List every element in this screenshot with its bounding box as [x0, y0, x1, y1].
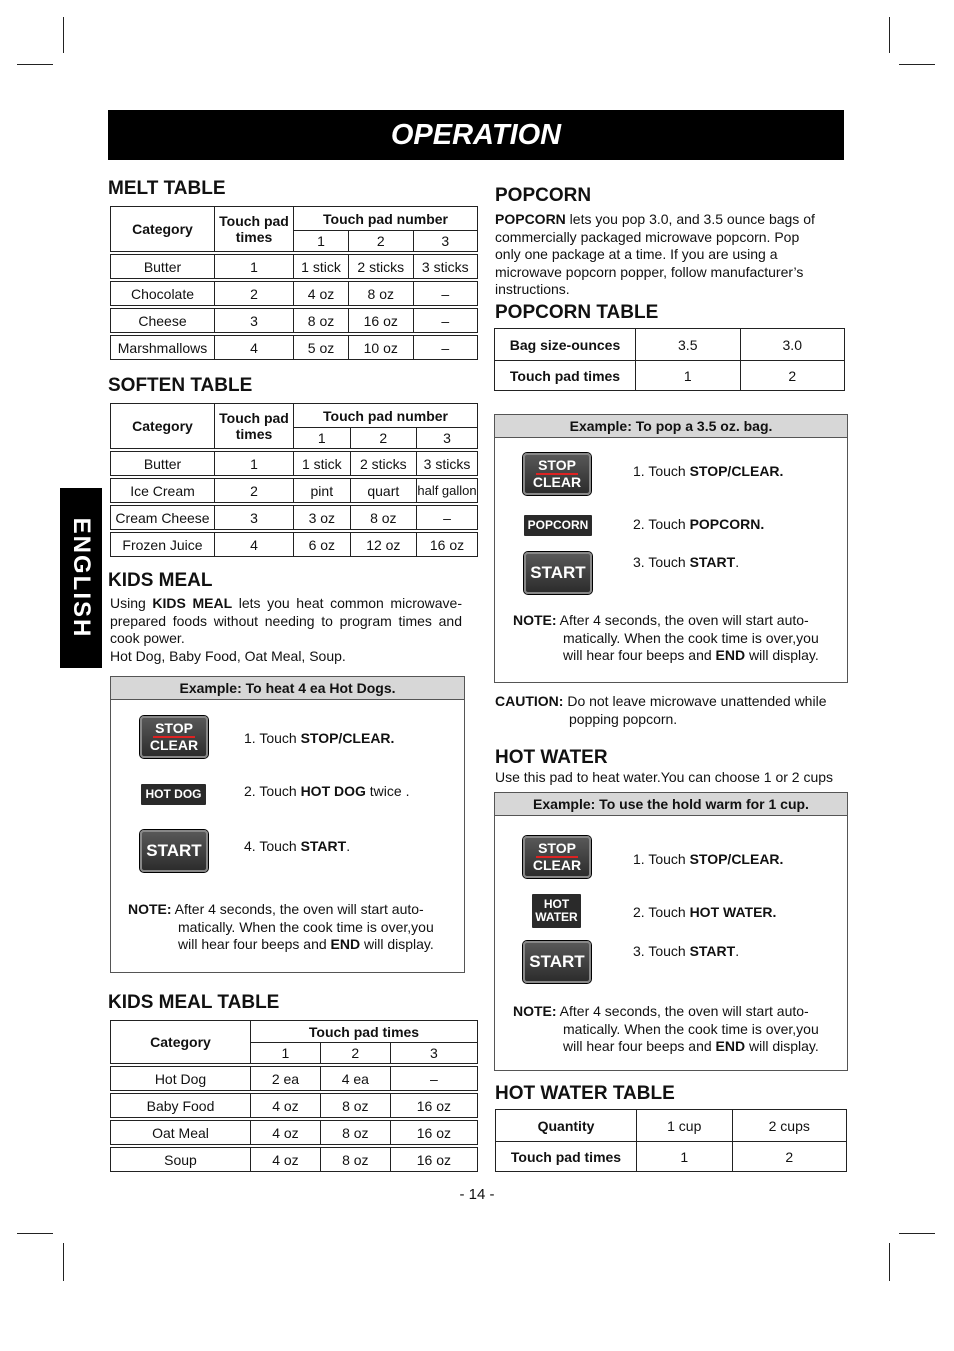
melt-val: – — [413, 282, 478, 306]
soften-val: pint — [294, 479, 351, 503]
soften-val: 6 oz — [294, 533, 351, 557]
kids-cat: Oat Meal — [111, 1121, 251, 1145]
kids-cat: Soup — [111, 1148, 251, 1172]
hot-water-button[interactable]: HOT WATER — [532, 894, 581, 928]
kids-meal-heading: KIDS MEAL — [108, 570, 213, 591]
start-button[interactable]: START — [140, 830, 208, 872]
kids-cat: Hot Dog — [111, 1067, 251, 1091]
kids-note: NOTE: After 4 seconds, the oven will start auto- matically. When the cook time is over,you will hear four beeps and END will display. — [128, 901, 434, 952]
hot-water-note: NOTE: After 4 seconds, the oven will start auto- matically. When the cook time is over,you will hear four beeps and END will display. — [513, 1003, 819, 1054]
melt-val: 3 sticks — [413, 255, 478, 279]
kids-meal-example — [110, 676, 465, 973]
melt-num: 1 — [294, 231, 349, 252]
soften-cat: Butter — [111, 452, 215, 476]
melt-cat: Butter — [111, 255, 215, 279]
melt-val: – — [413, 309, 478, 333]
hot-dog-button[interactable]: HOT DOG — [141, 784, 206, 805]
soften-table-heading: SOFTEN TABLE — [108, 375, 253, 396]
kids-meal-intro: Using KIDS MEAL lets you heat common microwave-prepared foods without needing to program times and cook power. — [110, 595, 462, 646]
table-row — [111, 255, 478, 279]
melt-times: 4 — [215, 336, 294, 360]
soften-val: 3 sticks — [417, 452, 478, 476]
melt-val: 5 oz — [294, 336, 349, 360]
hot-water-row-label: Quantity — [496, 1110, 637, 1142]
table-row — [111, 1067, 478, 1091]
soften-cat: Ice Cream — [111, 479, 215, 503]
table-row — [495, 361, 845, 391]
soften-num: 3 — [417, 428, 478, 449]
melt-val: – — [413, 336, 478, 360]
stop-clear-button[interactable]: STOP CLEAR — [523, 836, 591, 878]
table-row — [111, 309, 478, 333]
crop-mark — [17, 64, 53, 65]
popcorn-caution: CAUTION: Do not leave microwave unattended while popping popcorn. — [495, 693, 827, 727]
popcorn-intro: POPCORN lets you pop 3.0, and 3.5 ounce bags of commercially packaged microwave popcorn. Pop only one package at a time. If you are using a microwave popcorn popper, follow manufacturer’s instructions. — [495, 211, 815, 297]
kids-meal-example-title: Example: To heat 4 ea Hot Dogs. — [111, 677, 464, 700]
popcorn-step-3: 3. Touch START. — [633, 554, 740, 570]
kids-val: 2 ea — [251, 1067, 321, 1091]
crop-mark — [63, 17, 64, 53]
popcorn-row-label: Touch pad times — [495, 361, 636, 391]
soften-val: 2 sticks — [350, 452, 416, 476]
soften-val: 12 oz — [350, 533, 416, 557]
melt-cat: Cheese — [111, 309, 215, 333]
soften-times: 1 — [215, 452, 294, 476]
kids-meal-table — [110, 1020, 478, 1172]
melt-cat: Marshmallows — [111, 336, 215, 360]
soften-val: quart — [350, 479, 416, 503]
table-row — [111, 336, 478, 360]
melt-val: 8 oz — [294, 309, 349, 333]
melt-val: 16 oz — [349, 309, 413, 333]
hot-water-step-1: 1. Touch STOP/CLEAR. — [633, 851, 784, 867]
popcorn-table-heading: POPCORN TABLE — [495, 302, 659, 323]
popcorn-val: 2 — [740, 361, 845, 391]
melt-times: 1 — [215, 255, 294, 279]
melt-val: 1 stick — [294, 255, 349, 279]
table-row — [111, 533, 478, 557]
melt-val: 10 oz — [349, 336, 413, 360]
table-row — [111, 282, 478, 306]
crop-mark — [889, 17, 890, 53]
soften-times: 2 — [215, 479, 294, 503]
kids-cat: Baby Food — [111, 1094, 251, 1118]
soften-val: 16 oz — [417, 533, 478, 557]
melt-val: 2 sticks — [349, 255, 413, 279]
language-tab — [60, 488, 102, 668]
kids-val: 8 oz — [320, 1094, 390, 1118]
melt-times: 3 — [215, 309, 294, 333]
table-row — [496, 1110, 847, 1142]
kids-val: 16 oz — [390, 1094, 477, 1118]
kids-meal-foods: Hot Dog, Baby Food, Oat Meal, Soup. — [110, 648, 346, 664]
hot-water-row-label: Touch pad times — [496, 1142, 637, 1172]
soften-times: 3 — [215, 506, 294, 530]
stop-clear-button[interactable]: STOP CLEAR — [140, 716, 208, 758]
soften-col-times: Touch pad times — [215, 404, 294, 449]
popcorn-val: 3.0 — [740, 329, 845, 361]
soften-val: 1 stick — [294, 452, 351, 476]
table-row — [111, 1121, 478, 1145]
kids-step-3: 4. Touch START. — [244, 838, 351, 854]
hot-water-val: 1 cup — [637, 1110, 733, 1142]
soften-val: 3 oz — [294, 506, 351, 530]
page-title: OPERATION — [108, 110, 844, 160]
hot-water-intro: Use this pad to heat water.You can choose 1 or 2 cups — [495, 769, 834, 785]
soften-table — [110, 403, 478, 557]
popcorn-heading: POPCORN — [495, 185, 592, 206]
page-number: - 14 - — [459, 1186, 495, 1203]
hot-water-example-title: Example: To use the hold warm for 1 cup. — [495, 793, 847, 816]
popcorn-example — [494, 414, 848, 683]
soften-val: half gallon — [417, 479, 478, 503]
popcorn-val: 1 — [636, 361, 741, 391]
language-tab-label: ENGLISH — [68, 517, 95, 639]
kids-num: 1 — [251, 1043, 321, 1064]
popcorn-example-title: Example: To pop a 3.5 oz. bag. — [495, 415, 847, 438]
hot-water-val: 2 — [732, 1142, 846, 1172]
melt-cat: Chocolate — [111, 282, 215, 306]
soften-times: 4 — [215, 533, 294, 557]
table-row — [111, 1148, 478, 1172]
hot-water-table — [495, 1109, 847, 1172]
melt-col-category: Category — [111, 207, 215, 252]
melt-num: 2 — [349, 231, 413, 252]
popcorn-step-2: 2. Touch POPCORN. — [633, 516, 765, 532]
crop-mark — [63, 1243, 64, 1281]
soften-val: – — [417, 506, 478, 530]
crop-mark — [899, 64, 935, 65]
kids-step-2: 2. Touch HOT DOG twice . — [244, 783, 410, 799]
popcorn-button[interactable]: POPCORN — [524, 515, 592, 536]
table-row — [495, 329, 845, 361]
popcorn-step-1: 1. Touch STOP/CLEAR. — [633, 463, 784, 479]
kids-col-category: Category — [111, 1021, 251, 1064]
kids-val: 4 ea — [320, 1067, 390, 1091]
kids-num: 2 — [320, 1043, 390, 1064]
table-row — [496, 1142, 847, 1172]
kids-val: 4 oz — [251, 1121, 321, 1145]
hot-water-val: 1 — [637, 1142, 733, 1172]
table-row — [111, 452, 478, 476]
hot-water-heading: HOT WATER — [495, 747, 608, 768]
crop-mark — [17, 1233, 53, 1234]
start-button[interactable]: START — [523, 941, 591, 983]
kids-val: 4 oz — [251, 1094, 321, 1118]
soften-val: 8 oz — [350, 506, 416, 530]
melt-col-number: Touch pad number — [294, 207, 478, 231]
table-row — [111, 479, 478, 503]
stop-clear-button[interactable]: STOP CLEAR — [523, 453, 591, 495]
soften-cat: Frozen Juice — [111, 533, 215, 557]
popcorn-val: 3.5 — [636, 329, 741, 361]
melt-num: 3 — [413, 231, 478, 252]
kids-col-times: Touch pad times — [251, 1021, 478, 1043]
melt-col-times: Touch pad times — [215, 207, 294, 252]
kids-val: – — [390, 1067, 477, 1091]
popcorn-table — [494, 328, 845, 391]
kids-num: 3 — [390, 1043, 477, 1064]
soften-num: 1 — [294, 428, 351, 449]
soften-num: 2 — [350, 428, 416, 449]
table-row — [111, 1094, 478, 1118]
hot-water-val: 2 cups — [732, 1110, 846, 1142]
soften-cat: Cream Cheese — [111, 506, 215, 530]
melt-table-heading: MELT TABLE — [108, 178, 226, 199]
start-button[interactable]: START — [524, 552, 592, 594]
hot-water-step-2: 2. Touch HOT WATER. — [633, 904, 777, 920]
crop-mark — [889, 1243, 890, 1281]
melt-val: 4 oz — [294, 282, 349, 306]
popcorn-row-label: Bag size-ounces — [495, 329, 636, 361]
soften-col-category: Category — [111, 404, 215, 449]
soften-col-number: Touch pad number — [294, 404, 478, 428]
kids-val: 16 oz — [390, 1148, 477, 1172]
kids-val: 16 oz — [390, 1121, 477, 1145]
kids-val: 8 oz — [320, 1121, 390, 1145]
hot-water-table-heading: HOT WATER TABLE — [495, 1083, 675, 1104]
kids-step-1: 1. Touch STOP/CLEAR. — [244, 730, 395, 746]
kids-val: 4 oz — [251, 1148, 321, 1172]
kids-meal-table-heading: KIDS MEAL TABLE — [108, 992, 280, 1013]
melt-table — [110, 206, 478, 360]
hot-water-step-3: 3. Touch START. — [633, 943, 740, 959]
crop-mark — [899, 1233, 935, 1234]
kids-val: 8 oz — [320, 1148, 390, 1172]
melt-times: 2 — [215, 282, 294, 306]
table-row — [111, 506, 478, 530]
melt-val: 8 oz — [349, 282, 413, 306]
popcorn-note: NOTE: After 4 seconds, the oven will start auto- matically. When the cook time is over,you will hear four beeps and END will display. — [513, 612, 819, 663]
hot-water-example — [494, 792, 848, 1071]
